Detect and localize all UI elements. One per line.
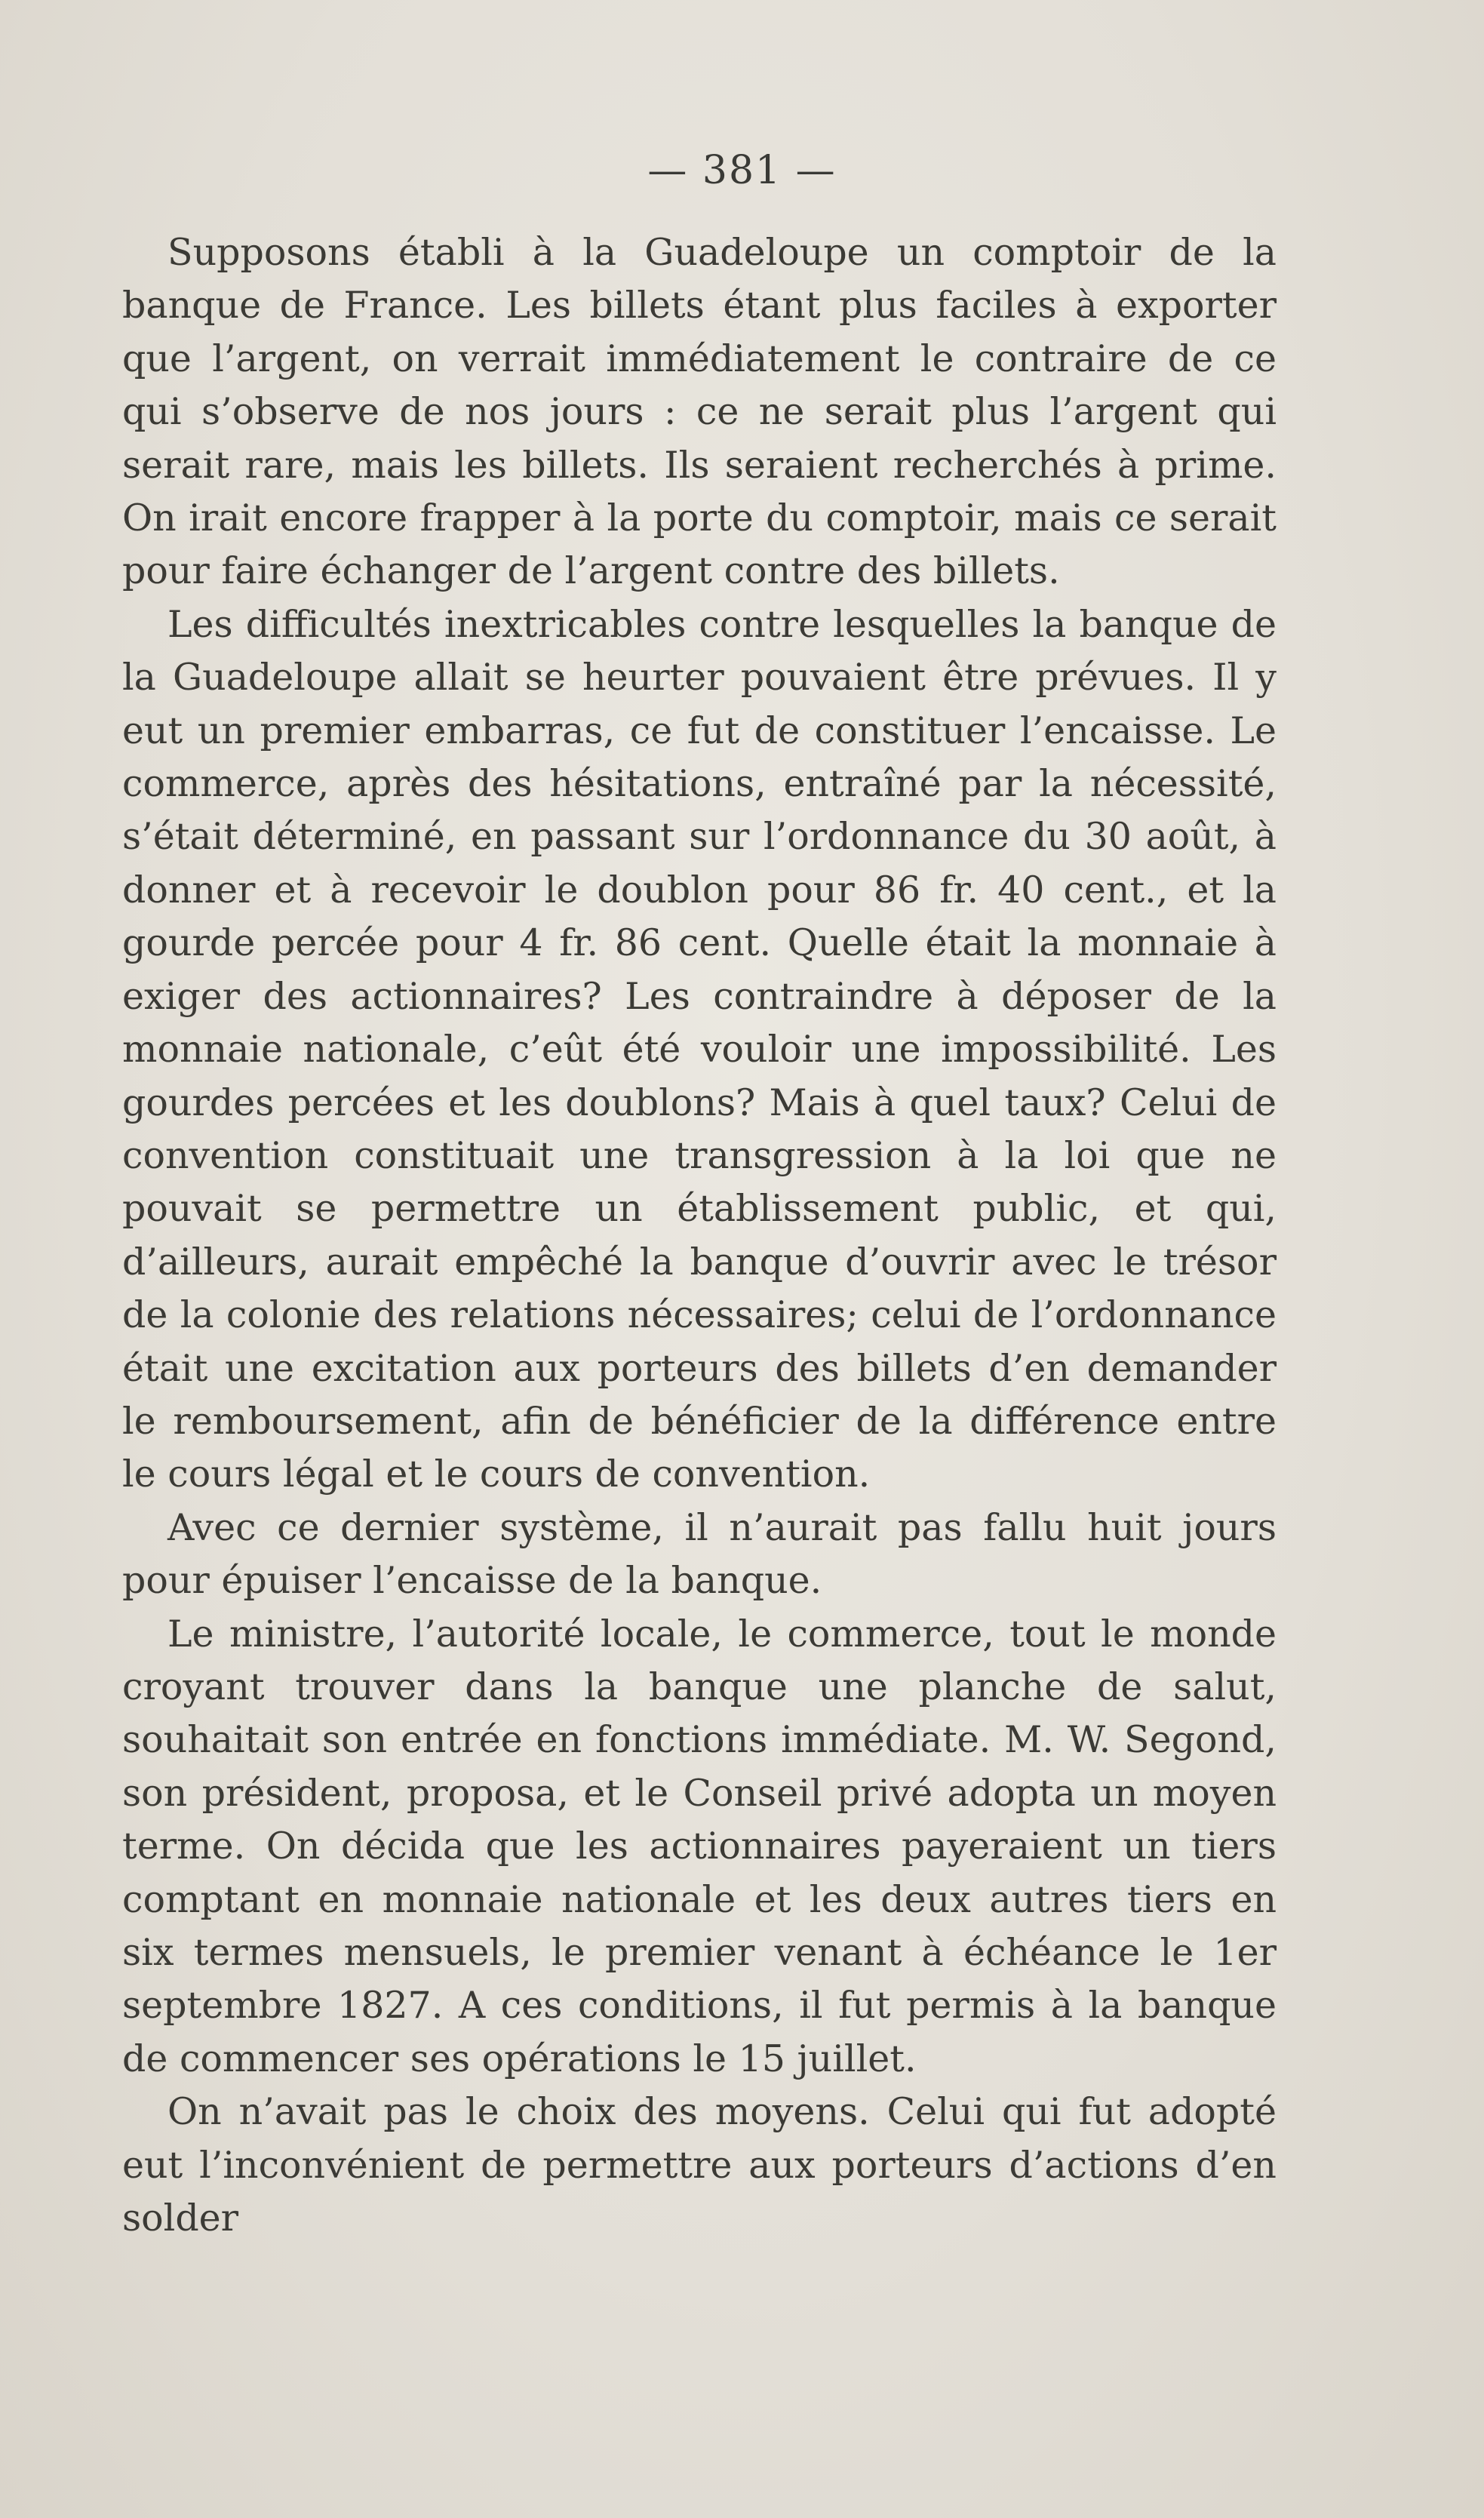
paragraph-2: Les difficultés inextricables contre lesquelles la banque de la Guadeloupe allait se heurter pouvaient être prévues. Il y eut un premier embarras, ce fut de constituer l’encaisse. Le commerce, après des hésitations, entraîné par la nécessité, s’était déterminé, en passant sur l’ordonnance du 30 août, à donner et à recevoir le doublon pour 86 fr. 40 cent., et la gourde percée pour 4 fr. 86 cent. Quelle était la monnaie à exiger des actionnaires? Les contraindre à déposer de la monnaie nationale, c’eût été vouloir une impossibilité. Les gourdes percées et les doublons? Mais à quel taux? Celui de convention constituait une transgression à la loi que ne pouvait se permettre un établissement public, et qui, d’ailleurs, aurait empêché la banque d’ouvrir avec le trésor de la colonie des relations nécessaires; celui de l’ordonnance était une excitation aux porteurs des billets d’en demander le remboursement, afin de bénéficier de la différence entre le cours légal et le cours de convention. (122, 602, 1277, 1496)
body-text (122, 226, 1277, 2245)
paragraph-4: Le ministre, l’autorité locale, le commerce, tout le monde croyant trouver dans la banque une planche de salut, souhaitait son entrée en fonctions immédiate. M. W. Segond, son président, proposa, et le Conseil privé adopta un moyen terme. On décida que les actionnaires payeraient un tiers comptant en monnaie nationale et les deux autres tiers en six termes mensuels, le premier venant à échéance le 1er septembre 1827. A ces conditions, il fut permis à la banque de commencer ses opérations le 15 juillet. (122, 1612, 1277, 2080)
paragraph-3: Avec ce dernier système, il n’aurait pas fallu huit jours pour épuiser l’encaisse de la banque. (122, 1505, 1277, 1603)
page-number: — 381 — (647, 148, 837, 193)
paragraph-1: Supposons établi à la Guadeloupe un comptoir de la banque de France. Les billets étant plus faciles à exporter que l’argent, on verrait immédiatement le contraire de ce qui s’observe de nos jours : ce ne serait plus l’argent qui serait rare, mais les billets. Ils seraient recherchés à prime. On irait encore frapper à la porte du comptoir, mais ce serait pour faire échanger de l’argent contre des billets. (122, 231, 1277, 593)
paragraph-5: On n’avait pas le choix des moyens. Celui qui fut adopté eut l’inconvénient de permettre aux porteurs d’actions d’en solder (122, 2090, 1277, 2240)
